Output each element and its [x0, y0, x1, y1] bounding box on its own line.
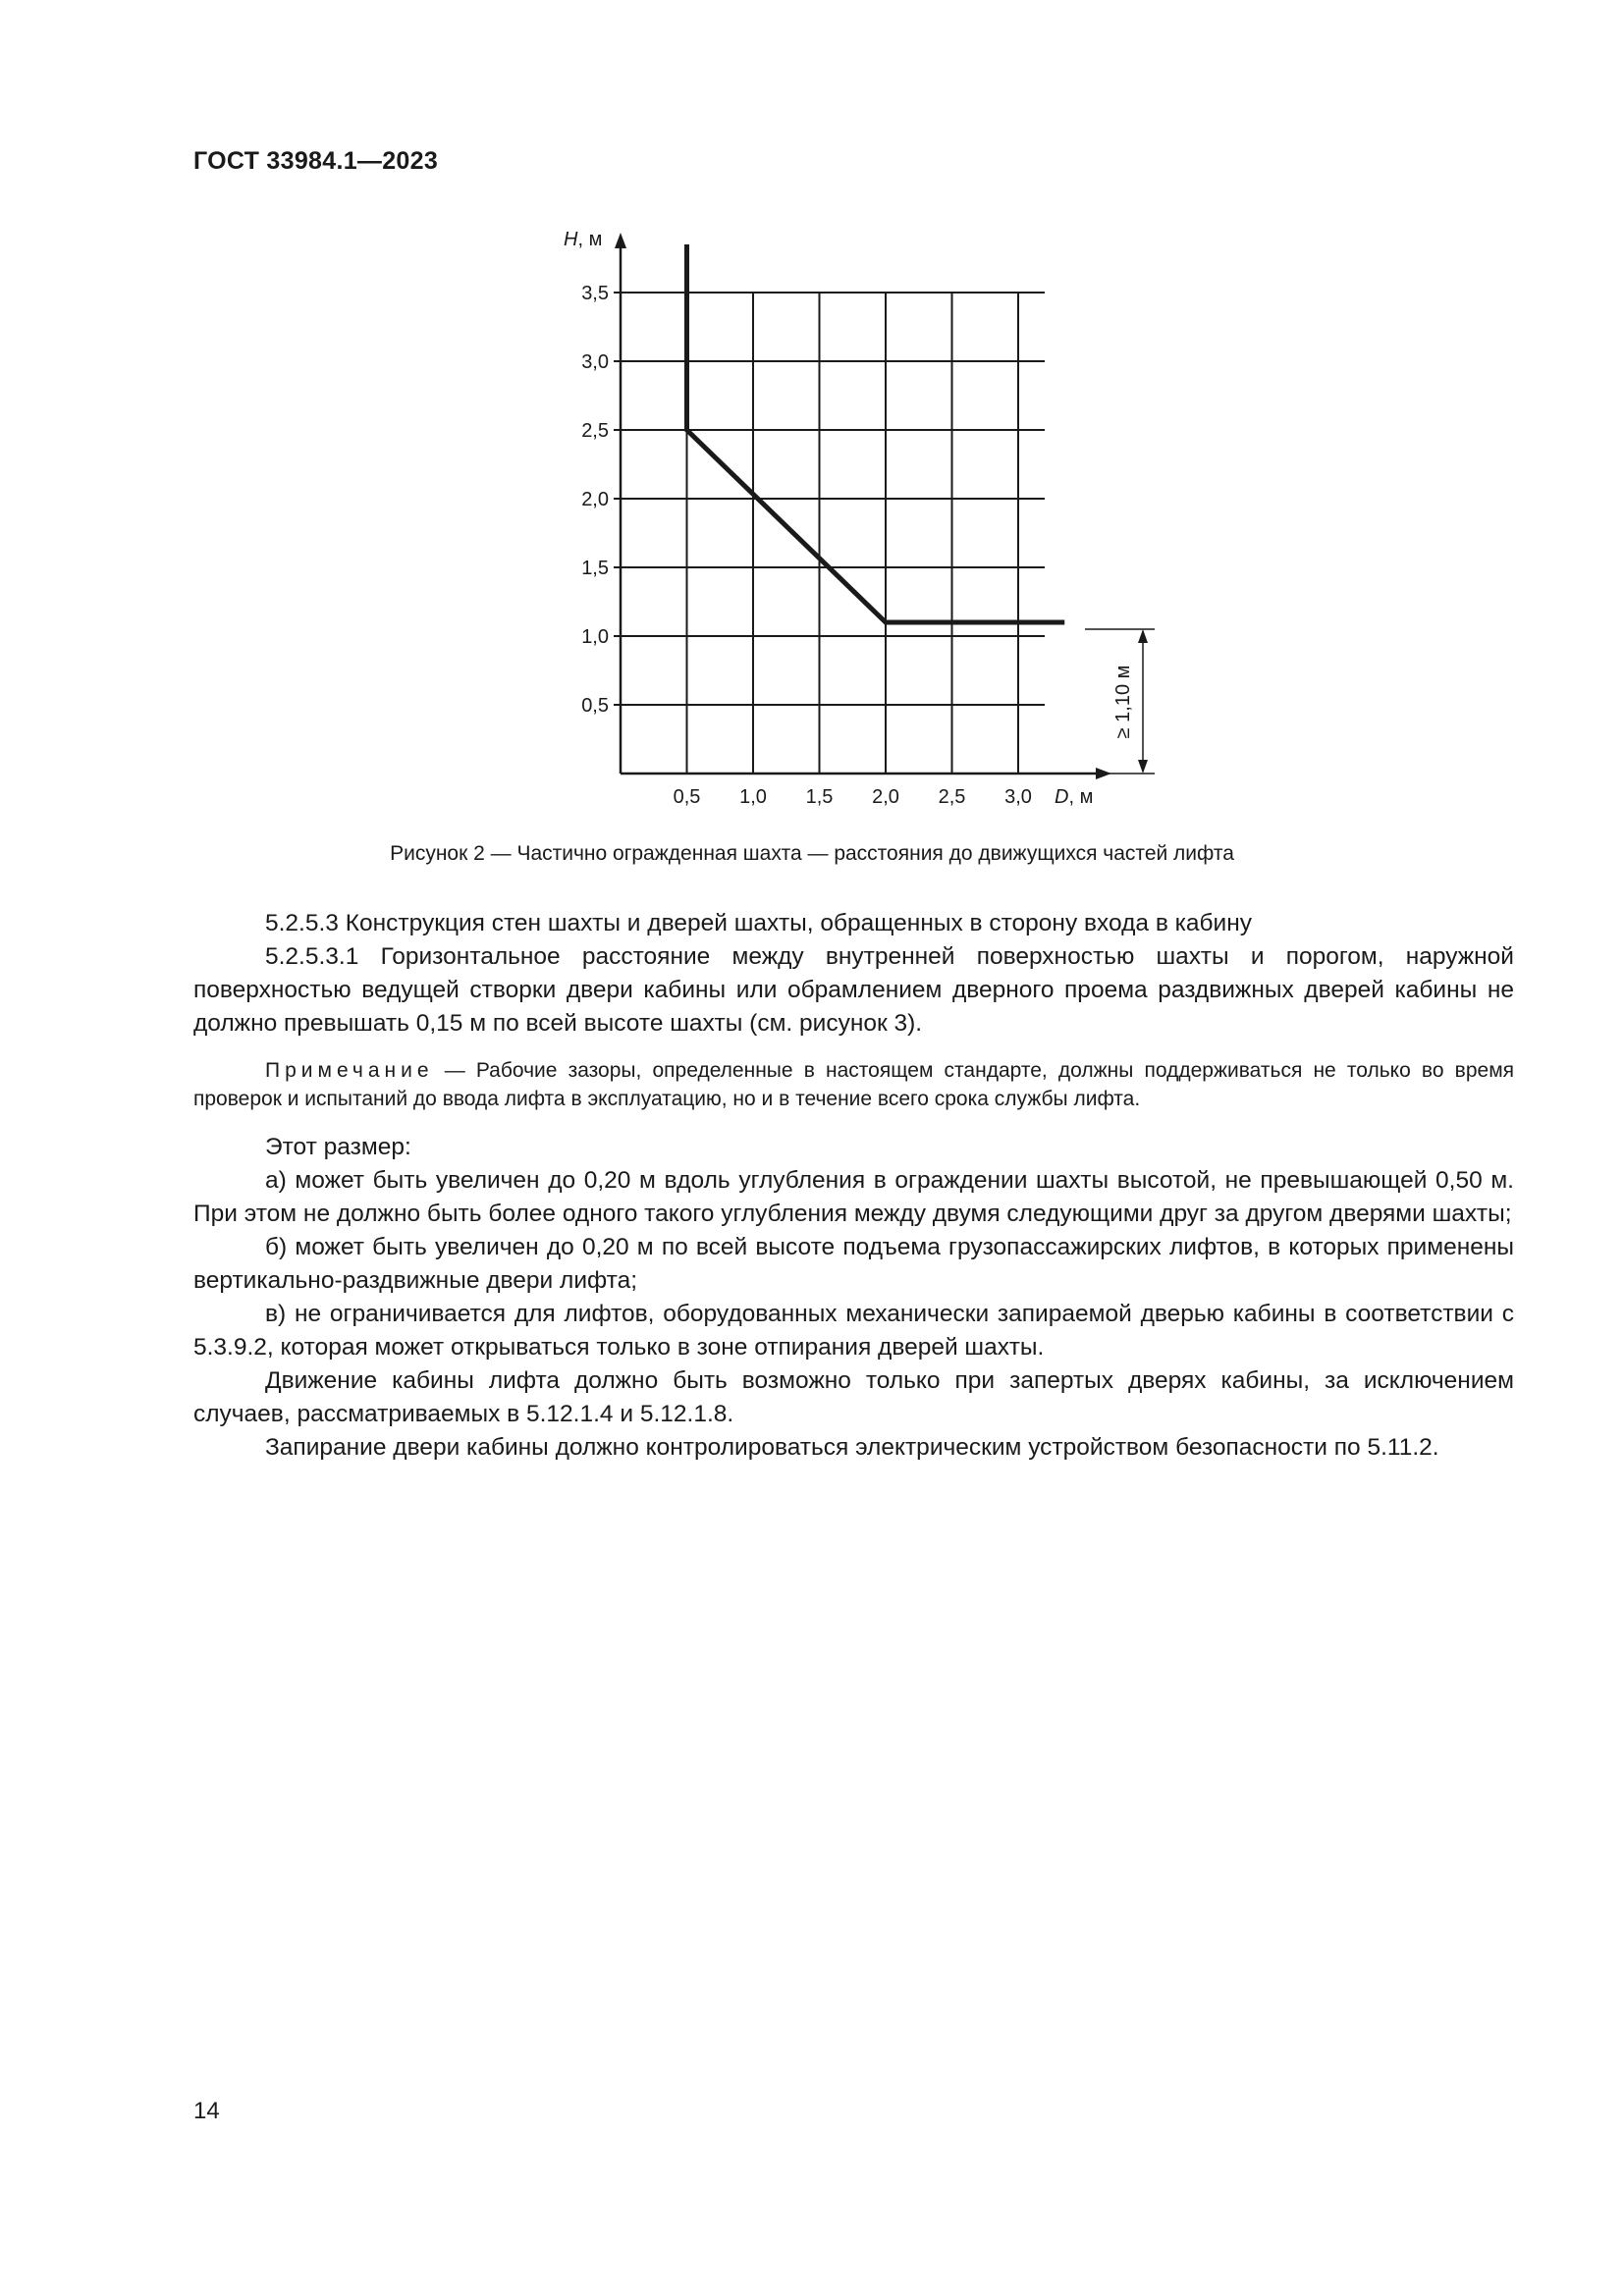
page-number: 14: [193, 2098, 220, 2124]
paragraph-car-movement: Движение кабины лифта должно быть возможно только при запертых дверях кабины, за исключением случаев, рассматриваемых в 5.12.1.4 и 5.12.1.8.: [193, 1367, 1514, 1427]
dimension-label: ≥ 1,10 м: [1112, 665, 1134, 739]
dimension-arrow-bottom: [1138, 760, 1148, 774]
note-text: — Рабочие зазоры, определенные в настоящем стандарте, должны поддерживаться не только во время проверок и испытаний до ввода лифта в эксплуатацию, но и в течение всего срока службы лифта.: [193, 1059, 1514, 1110]
x-axis-label: D, м: [1055, 786, 1094, 808]
body-text: [193, 907, 1514, 1465]
figure-chart: [530, 221, 1159, 829]
x-tick-label: 2,5: [938, 786, 966, 808]
figure-caption: Рисунок 2 — Частично огражденная шахта — расстояния до движущихся частей лифта: [390, 842, 1234, 865]
y-tick-label: 1,0: [581, 626, 609, 648]
chart-svg: [530, 221, 1159, 829]
y-axis-label: H, м: [564, 229, 603, 250]
x-tick-label: 1,0: [739, 786, 767, 808]
list-item-b: б) может быть увеличен до 0,20 м по всей высоте подъема грузопассажирских лифтов, в которых применены вертикально-раздвижные двери лифта;: [193, 1234, 1514, 1294]
y-tick-label: 2,0: [581, 489, 609, 510]
y-tick-label: 3,5: [581, 283, 609, 304]
chart-grid: [614, 293, 1045, 774]
x-tick-label: 3,0: [1004, 786, 1032, 808]
series-line-boundary: [687, 244, 1065, 622]
y-axis-arrow: [615, 233, 626, 248]
paragraph-size-intro: Этот размер:: [265, 1134, 411, 1160]
paragraph-door-locking: Запирание двери кабины должно контролироваться электрическим устройством безопасности по 5.11.2.: [265, 1434, 1439, 1461]
y-tick-label: 0,5: [581, 695, 609, 717]
y-tick-label: 3,0: [581, 351, 609, 373]
y-tick-label: 1,5: [581, 558, 609, 579]
x-tick-label: 2,0: [872, 786, 899, 808]
note: [193, 1056, 1514, 1113]
x-tick-label: 1,5: [805, 786, 834, 808]
paragraph-5-2-5-3-1: 5.2.5.3.1 Горизонтальное расстояние между внутренней поверхностью шахты и порогом, наружной поверхностью ведущей створки двери кабины или обрамлением дверного проема раздвижных дверей кабины не должно превышать 0,15 м по всей высоте шахты (см. рисунок 3).: [193, 943, 1514, 1037]
paragraph-5-2-5-3: 5.2.5.3 Конструкция стен шахты и дверей шахты, обращенных в сторону входа в кабину: [265, 910, 1253, 936]
y-tick-label: 2,5: [581, 420, 609, 442]
note-label: Примечание: [265, 1059, 434, 1082]
list-item-c: в) не ограничивается для лифтов, оборудованных механически запираемой дверью кабины в соответствии с 5.3.9.2, которая может открываться только в зоне отпирания дверей шахты.: [193, 1301, 1514, 1361]
document-header: ГОСТ 33984.1—2023: [193, 147, 439, 175]
dimension-arrow-top: [1138, 629, 1148, 643]
dimension-marker: [1085, 629, 1155, 774]
list-item-a: а) может быть увеличен до 0,20 м вдоль углубления в ограждении шахты высотой, не превышающей 0,50 м. При этом не должно быть более одного такого углубления между двумя следующими друг за другом дверями шахты;: [193, 1167, 1514, 1227]
x-tick-label: 0,5: [673, 786, 701, 808]
